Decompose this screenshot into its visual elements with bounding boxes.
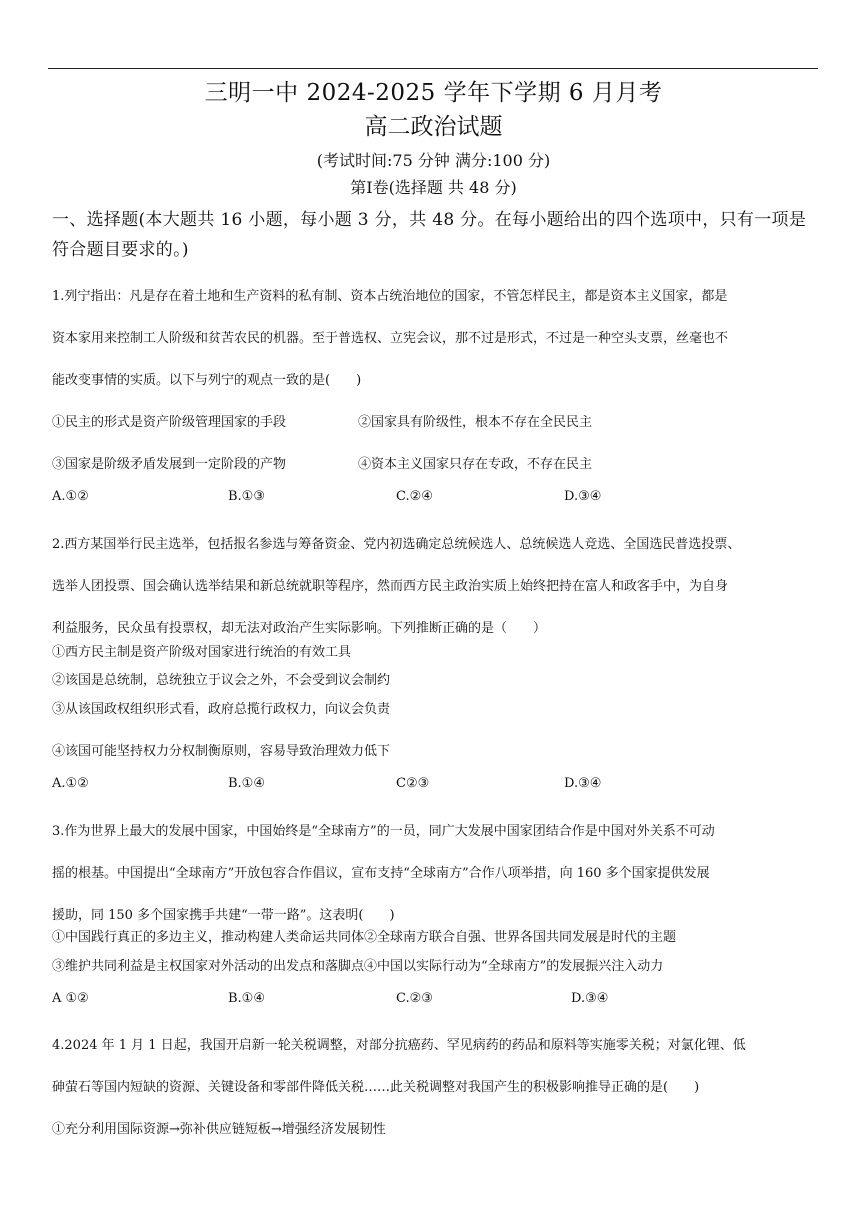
question-3-statement-1: ①中国践行真正的多边主义，推动构建人类命运共同体②全球南方联合自强、世界各国共同发展是时代的主题 — [52, 930, 677, 945]
question-2-stem-line-1: 2.西方某国举行民主选举，包括报名参选与筹备资金、党内初选确定总统候选人、总统候选人竞选、全国选民普选投票、 — [52, 537, 741, 552]
question-4-stem-line-1: 4.2024 年 1 月 1 日起，我国开启新一轮关税调整，对部分抗癌药、罕见病药的药品和原料等实施零关税；对氯化锂、低 — [52, 1038, 746, 1053]
question-1-option-b: B.①③ — [228, 489, 265, 504]
question-3-stem-line-3: 援助，同 150 多个国家携手共建“一带一路”。这表明( ) — [52, 908, 395, 923]
question-1-option-a: A.①② — [52, 489, 89, 504]
header-rule — [48, 68, 818, 69]
question-2-option-b: B.①④ — [228, 776, 265, 791]
question-3-option-d: D.③④ — [571, 991, 609, 1006]
exam-subtitle: 高二政治试题 — [364, 114, 503, 140]
exam-info: (考试时间:75 分钟 满分:100 分) — [316, 151, 551, 170]
volume-heading: 第Ⅰ卷(选择题 共 48 分) — [350, 178, 517, 197]
question-3-option-a: A ①② — [52, 991, 89, 1006]
exam-title: 三明一中 2024-2025 学年下学期 6 月月考 — [204, 80, 663, 106]
question-1-statement-1: ①民主的形式是资产阶级管理国家的手段 — [52, 415, 287, 430]
question-1-option-d: D.③④ — [564, 489, 602, 504]
question-1-stem-line-1: 1.列宁指出：凡是存在着土地和生产资料的私有制、资本占统治地位的国家，不管怎样民主，都是资本主义国家，都是 — [52, 289, 728, 304]
question-2-option-d: D.③④ — [564, 776, 602, 791]
question-2-stem-line-3: 利益服务，民众虽有投票权，却无法对政治产生实际影响。下列推断正确的是（ ） — [52, 621, 547, 636]
question-1-option-c: C.②④ — [396, 489, 433, 504]
question-2-stem-line-2: 选举人团投票、国会确认选举结果和新总统就职等程序，然而西方民主政治实质上始终把持在富人和政客手中，为自身 — [52, 579, 729, 594]
question-1-statement-3: ③国家是阶级矛盾发展到一定阶段的产物 — [52, 457, 287, 472]
question-2-statement-3: ③从该国政权组织形式看，政府总揽行政权力，向议会负责 — [52, 702, 391, 717]
question-1-stem-line-3: 能改变事情的实质。以下与列宁的观点一致的是( ) — [52, 373, 362, 388]
question-4-stem-line-2: 砷萤石等国内短缺的资源、关键设备和零部件降低关税……此关税调整对我国产生的积极影响推导正确的是( ) — [52, 1080, 700, 1095]
question-3-option-c: C.②③ — [396, 991, 433, 1006]
question-2-option-c: C②③ — [396, 776, 430, 791]
question-4-statement-1: ①充分利用国际资源→弥补供应链短板→增强经济发展韧性 — [52, 1122, 386, 1137]
question-2-statement-2: ②该国是总统制，总统独立于议会之外，不会受到议会制约 — [52, 673, 391, 688]
question-2-option-a: A.①② — [52, 776, 89, 791]
question-1-statement-2: ②国家具有阶级性，根本不存在全民民主 — [358, 415, 593, 430]
question-3-stem-line-2: 摇的根基。中国提出“全球南方”开放包容合作倡议，宣布支持“全球南方”合作八项举措，向 160 多个国家提供发展 — [52, 866, 710, 881]
question-1-stem-line-2: 资本家用来控制工人阶级和贫苦农民的机器。至于普选权、立宪会议，那不过是形式，不过是一种空头支票，丝毫也不 — [52, 331, 729, 346]
section-heading: 一、选择题(本大题共 16 小题，每小题 3 分，共 48 分。在每小题给出的四个选项中，只有一项是符合题目要求的。) — [52, 210, 807, 260]
question-2-statement-4: ④该国可能坚持权力分权制衡原则，容易导致治理效力低下 — [52, 744, 391, 759]
question-3-stem-line-1: 3.作为世界上最大的发展中国家，中国始终是“全球南方”的一员，同广大发展中国家团结合作是中国对外关系不可动 — [52, 824, 715, 839]
question-1-statement-4: ④资本主义国家只存在专政，不存在民主 — [358, 457, 593, 472]
question-3-statement-2: ③维护共同利益是主权国家对外活动的出发点和落脚点④中国以实际行动为“全球南方”的发展振兴注入动力 — [52, 959, 664, 974]
question-3-option-b: B.①④ — [228, 991, 265, 1006]
question-2-statement-1: ①西方民主制是资产阶级对国家进行统治的有效工具 — [52, 645, 352, 660]
